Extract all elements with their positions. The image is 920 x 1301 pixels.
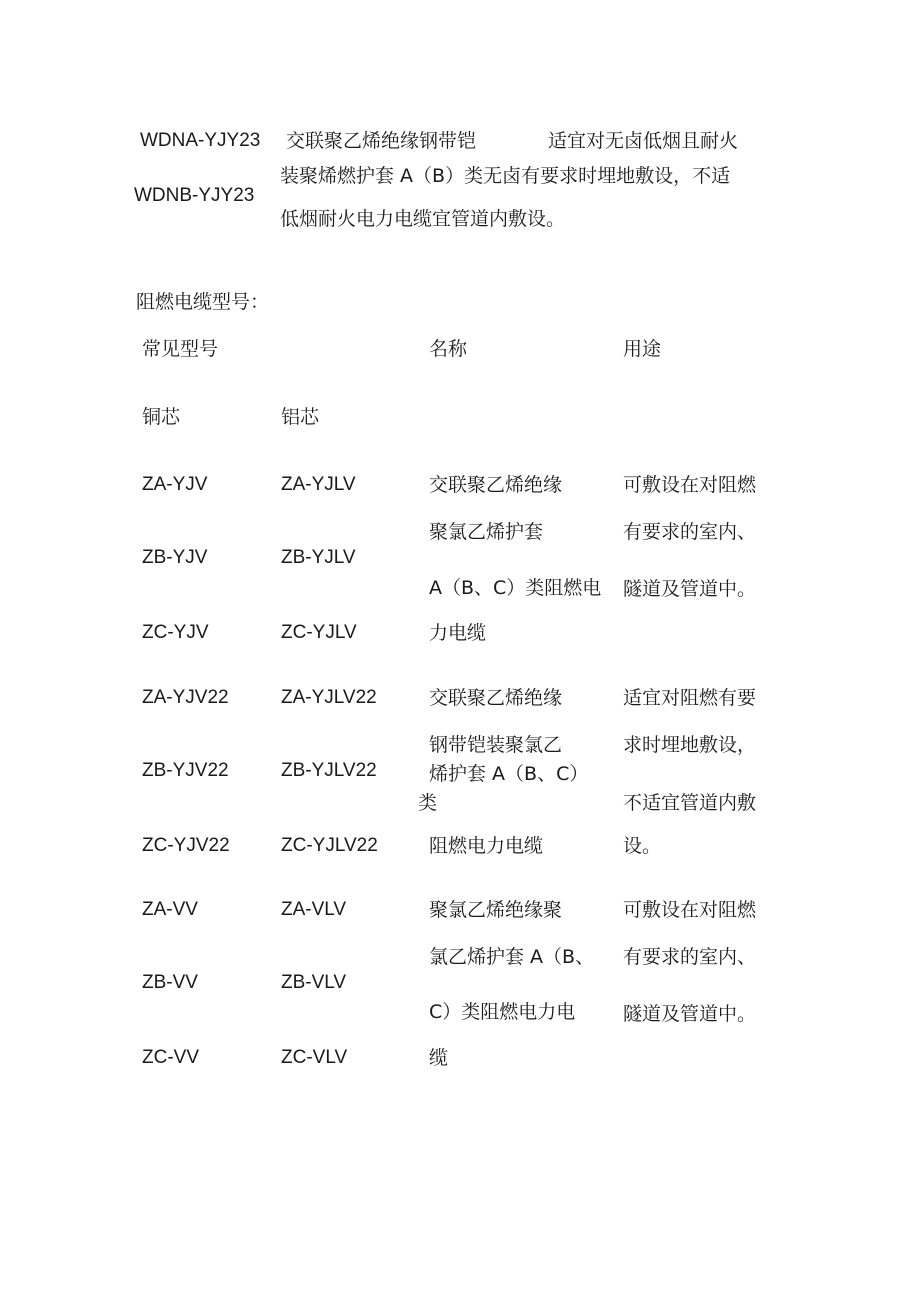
- use-line: 隧道及管道中。: [623, 1003, 757, 1025]
- name-line: 钢带铠装聚氯乙: [429, 734, 563, 756]
- aluminum-model: ZA-YJLV: [281, 474, 356, 495]
- section-title: 阻燃电缆型号：: [136, 291, 270, 313]
- use-line: 设。: [623, 835, 662, 857]
- use-line: 适宜对阻燃有要: [623, 687, 757, 709]
- top-model-1: WDNA-YJY23: [140, 130, 261, 151]
- header-use: 用途: [623, 338, 662, 360]
- aluminum-model: ZB-VLV: [281, 972, 347, 993]
- name-line: C）类阻燃电力电: [429, 1001, 576, 1023]
- aluminum-model: ZC-YJLV22: [281, 835, 378, 856]
- header-copper: 铜芯: [142, 406, 181, 428]
- copper-model: ZB-VV: [142, 972, 198, 993]
- aluminum-model: ZC-VLV: [281, 1047, 348, 1068]
- top-line2: 装聚烯燃护套 A（B）类无卤有要求时埋地敷设，不适: [280, 165, 731, 187]
- aluminum-model: ZA-VLV: [281, 899, 347, 920]
- name-line: 聚氯乙烯护套: [429, 521, 544, 543]
- name-line: 交联聚乙烯绝缘: [429, 687, 563, 709]
- copper-model: ZA-VV: [142, 899, 198, 920]
- header-aluminum: 铝芯: [281, 406, 320, 428]
- aluminum-model: ZA-YJLV22: [281, 687, 377, 708]
- aluminum-model: ZB-YJLV: [281, 547, 356, 568]
- copper-model: ZA-YJV: [142, 474, 208, 495]
- name-line: 类: [418, 792, 438, 814]
- top-use-line1: 适宜对无卤低烟且耐火: [548, 130, 739, 152]
- use-line: 有要求的室内、: [623, 521, 757, 543]
- name-line: 力电缆: [429, 622, 487, 644]
- header-common-model: 常见型号: [142, 338, 219, 360]
- aluminum-model: ZB-YJLV22: [281, 760, 377, 781]
- name-line: 氯乙烯护套 A（B、: [429, 946, 595, 968]
- copper-model: ZB-YJV: [142, 547, 208, 568]
- copper-model: ZC-YJV: [142, 622, 209, 643]
- top-model-2: WDNB-YJY23: [134, 185, 255, 206]
- top-desc-line1: 交联聚乙烯绝缘钢带铠: [286, 130, 477, 152]
- name-line: 交联聚乙烯绝缘: [429, 474, 563, 496]
- use-line: 不适宜管道内敷: [623, 792, 757, 814]
- use-line: 有要求的室内、: [623, 946, 757, 968]
- name-line: 烯护套 A（B、C）: [429, 763, 589, 785]
- copper-model: ZC-VV: [142, 1047, 199, 1068]
- name-line: 聚氯乙烯绝缘聚: [429, 899, 563, 921]
- use-line: 求时埋地敷设，: [623, 734, 757, 756]
- aluminum-model: ZC-YJLV: [281, 622, 357, 643]
- copper-model: ZC-YJV22: [142, 835, 230, 856]
- copper-model: ZA-YJV22: [142, 687, 229, 708]
- copper-model: ZB-YJV22: [142, 760, 229, 781]
- use-line: 隧道及管道中。: [623, 578, 757, 600]
- name-line: A（B、C）类阻燃电: [429, 577, 602, 599]
- name-line: 阻燃电力电缆: [429, 835, 544, 857]
- use-line: 可敷设在对阻燃: [623, 899, 757, 921]
- header-name: 名称: [429, 338, 468, 360]
- use-line: 可敷设在对阻燃: [623, 474, 757, 496]
- name-line: 缆: [429, 1047, 449, 1069]
- top-line3: 低烟耐火电力电缆宜管道内敷设。: [280, 208, 566, 230]
